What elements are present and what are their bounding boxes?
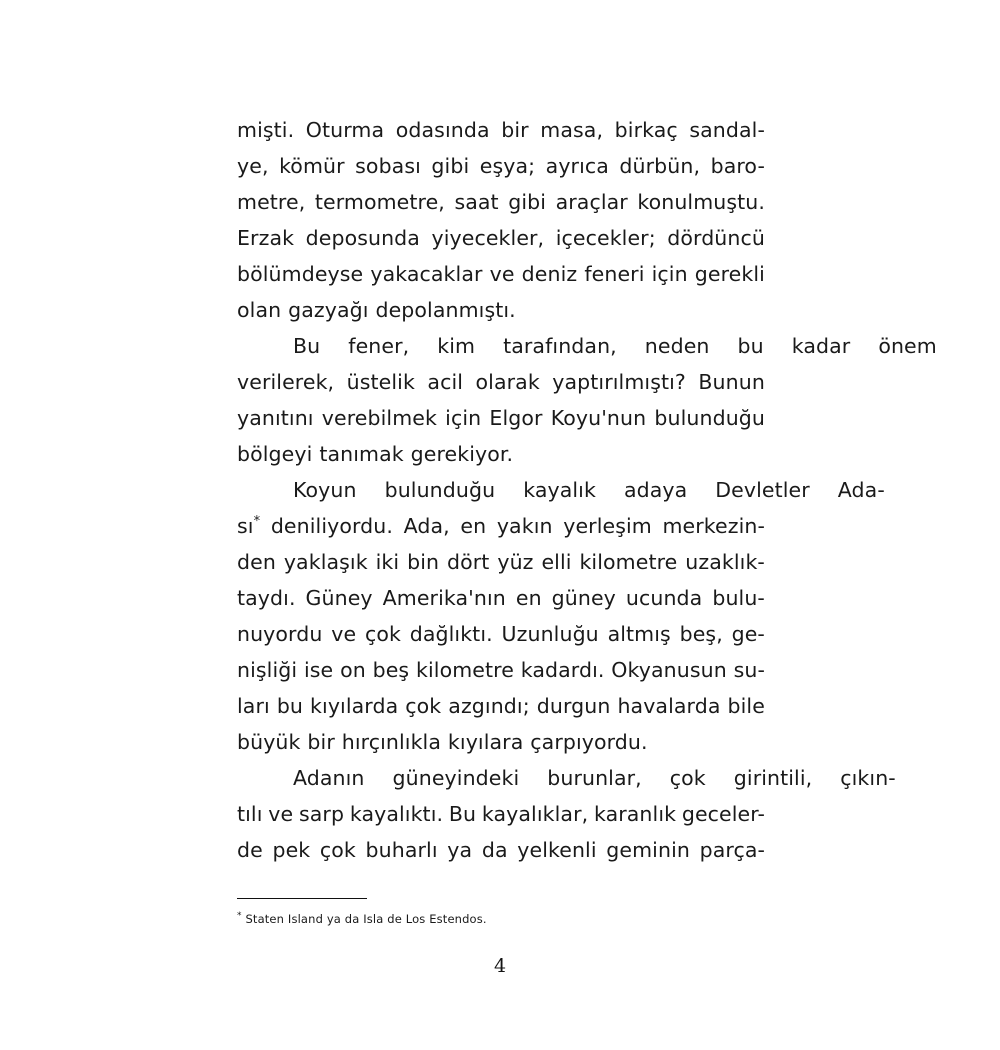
word: dürbün, bbox=[619, 154, 701, 178]
text-line bbox=[237, 688, 765, 724]
word: gibi bbox=[431, 154, 470, 178]
word: ve bbox=[489, 262, 515, 286]
word: yerleşim bbox=[563, 514, 652, 538]
paragraph-indent bbox=[237, 760, 265, 796]
word: Amerika'nın bbox=[382, 586, 506, 610]
word: birkaç bbox=[614, 118, 678, 142]
text-line bbox=[237, 616, 765, 652]
paragraph-island-description bbox=[237, 472, 885, 760]
word: on bbox=[340, 658, 366, 682]
word: beş bbox=[372, 658, 410, 682]
word: baro- bbox=[710, 154, 765, 178]
word: sı* bbox=[237, 514, 261, 538]
word: kayalıktı. bbox=[349, 802, 444, 826]
word: havalarda bbox=[617, 694, 721, 718]
word: araçlar bbox=[555, 190, 628, 214]
word: bir bbox=[501, 118, 529, 142]
text-line bbox=[237, 112, 765, 148]
word: merkezin- bbox=[662, 514, 765, 538]
text-line bbox=[237, 220, 765, 256]
word: kömür bbox=[279, 154, 345, 178]
word: Uzunluğu bbox=[501, 622, 599, 646]
word: yanıtını bbox=[237, 406, 314, 430]
word: bu bbox=[276, 694, 304, 718]
word: bin bbox=[407, 550, 440, 574]
text-line bbox=[237, 760, 896, 796]
word: masa, bbox=[540, 118, 604, 142]
word: geminin bbox=[606, 838, 690, 862]
word: altmış bbox=[607, 622, 671, 646]
word: Oturma bbox=[305, 118, 385, 142]
paragraph-indent bbox=[237, 328, 265, 364]
word: deposunda bbox=[305, 226, 420, 250]
word: metre, bbox=[237, 190, 306, 214]
word: saat bbox=[454, 190, 499, 214]
text-line bbox=[237, 472, 885, 508]
word: konulmuştu. bbox=[637, 190, 765, 214]
word: dört bbox=[447, 550, 490, 574]
word: ucunda bbox=[625, 586, 703, 610]
word: Bu bbox=[293, 334, 321, 358]
word: tılı bbox=[237, 802, 263, 826]
text-line bbox=[237, 184, 765, 220]
word: önem bbox=[878, 334, 937, 358]
word: feneri bbox=[584, 262, 645, 286]
word: iki bbox=[375, 550, 400, 574]
word: için bbox=[445, 406, 482, 430]
text-line: büyük bir hırçınlıkla kıyılara çarpıyordu. bbox=[237, 730, 648, 754]
word: yakacaklar bbox=[370, 262, 483, 286]
word: deniz bbox=[521, 262, 578, 286]
text-line bbox=[237, 328, 937, 364]
word: en bbox=[515, 586, 542, 610]
word: Okyanusun bbox=[611, 658, 727, 682]
word: dördüncü bbox=[667, 226, 765, 250]
word: çok bbox=[405, 694, 442, 718]
word: adaya bbox=[623, 478, 688, 502]
word: nişliği bbox=[237, 658, 298, 682]
word: elli bbox=[541, 550, 572, 574]
word: azgındı; bbox=[448, 694, 530, 718]
word: bulunduğu bbox=[654, 406, 765, 430]
word: Koyu'nun bbox=[550, 406, 647, 430]
word: Devletler bbox=[715, 478, 810, 502]
word: yelkenli bbox=[517, 838, 597, 862]
word: ye, bbox=[237, 154, 269, 178]
word: de bbox=[237, 838, 263, 862]
word: Bu bbox=[448, 802, 477, 826]
word: için bbox=[651, 262, 688, 286]
word: yiyecekler, bbox=[431, 226, 545, 250]
word: ve bbox=[331, 622, 357, 646]
word: ya bbox=[447, 838, 473, 862]
word: mişti. bbox=[237, 118, 295, 142]
word: neden bbox=[644, 334, 710, 358]
word: fener, bbox=[348, 334, 410, 358]
word: bile bbox=[727, 694, 765, 718]
word: acil bbox=[427, 370, 464, 394]
word: Güney bbox=[305, 586, 373, 610]
word: çok bbox=[364, 622, 401, 646]
word: durgun bbox=[536, 694, 611, 718]
word: deniliyordu. bbox=[270, 514, 393, 538]
word: güneyindeki bbox=[392, 766, 520, 790]
word: kayalık bbox=[523, 478, 596, 502]
word: termometre, bbox=[314, 190, 445, 214]
word: girintili, bbox=[733, 766, 813, 790]
word: ları bbox=[237, 694, 270, 718]
word: kadar bbox=[791, 334, 851, 358]
word: geceler- bbox=[681, 802, 765, 826]
word: uzaklık- bbox=[685, 550, 765, 574]
word: nuyordu bbox=[237, 622, 323, 646]
word: güney bbox=[551, 586, 616, 610]
word: kilometre bbox=[579, 550, 678, 574]
footnote-area bbox=[237, 898, 765, 927]
text-line bbox=[237, 256, 765, 292]
word: karanlık bbox=[593, 802, 677, 826]
word: kıyılarda bbox=[310, 694, 399, 718]
word: den bbox=[237, 550, 276, 574]
word: verilerek, bbox=[237, 370, 335, 394]
word: beş, bbox=[679, 622, 723, 646]
word: ve bbox=[268, 802, 294, 826]
footnote-marker: * bbox=[237, 911, 242, 922]
text-line bbox=[237, 832, 765, 868]
word: kim bbox=[437, 334, 476, 358]
word: Erzak bbox=[237, 226, 295, 250]
word: sandal- bbox=[689, 118, 765, 142]
text-line bbox=[237, 796, 765, 832]
word: çıkın- bbox=[840, 766, 896, 790]
word: gerekli bbox=[694, 262, 765, 286]
paragraph-continuation bbox=[237, 112, 765, 328]
paragraph-capes bbox=[237, 760, 896, 868]
text-line bbox=[237, 580, 765, 616]
footnote bbox=[237, 911, 765, 927]
word: gibi bbox=[508, 190, 547, 214]
word: yaklaşık bbox=[283, 550, 368, 574]
word: verebilmek bbox=[321, 406, 437, 430]
word: Ada, bbox=[403, 514, 450, 538]
word: sobası bbox=[355, 154, 421, 178]
word: bu bbox=[737, 334, 764, 358]
word: Bunun bbox=[698, 370, 765, 394]
paragraph-indent bbox=[237, 472, 265, 508]
word: Koyun bbox=[293, 478, 357, 502]
word: kilometre bbox=[416, 658, 514, 682]
word: dağlıktı. bbox=[409, 622, 493, 646]
footnote-label: Staten Island ya da Isla de Los Estendos. bbox=[245, 912, 487, 926]
word: taydı. bbox=[237, 586, 296, 610]
word: çok bbox=[669, 766, 706, 790]
word: bölümdeyse bbox=[237, 262, 364, 286]
word: Ada- bbox=[837, 478, 885, 502]
word: bulunduğu bbox=[384, 478, 496, 502]
word: ayrıca bbox=[545, 154, 609, 178]
word: burunlar, bbox=[547, 766, 642, 790]
text-line bbox=[237, 544, 765, 580]
text-line: olan gazyağı depolanmıştı. bbox=[237, 298, 516, 322]
word: yakın bbox=[496, 514, 553, 538]
word: tarafından, bbox=[503, 334, 617, 358]
text-line-with-footnote-ref bbox=[237, 508, 765, 544]
word: yaptırılmıştı? bbox=[552, 370, 686, 394]
word: buharlı bbox=[365, 838, 438, 862]
word: parça- bbox=[699, 838, 765, 862]
word: içecekler; bbox=[555, 226, 656, 250]
word: olarak bbox=[475, 370, 540, 394]
word: çok bbox=[319, 838, 356, 862]
word: kayalıklar, bbox=[481, 802, 589, 826]
word: kadardı. bbox=[520, 658, 605, 682]
word: üstelik bbox=[346, 370, 415, 394]
word: yüz bbox=[497, 550, 534, 574]
word: eşya; bbox=[479, 154, 536, 178]
word: pek bbox=[272, 838, 311, 862]
text-line bbox=[237, 652, 765, 688]
text-line bbox=[237, 148, 765, 184]
word: sarp bbox=[298, 802, 345, 826]
word: ise bbox=[303, 658, 334, 682]
word: ge- bbox=[731, 622, 765, 646]
page-text-block bbox=[237, 112, 937, 868]
text-line bbox=[237, 364, 765, 400]
word: su- bbox=[733, 658, 765, 682]
word: en bbox=[460, 514, 487, 538]
text-line bbox=[237, 400, 765, 436]
text-line: bölgeyi tanımak gerekiyor. bbox=[237, 442, 514, 466]
word: bulu- bbox=[712, 586, 765, 610]
word: Adanın bbox=[293, 766, 365, 790]
word: da bbox=[481, 838, 508, 862]
word: Elgor bbox=[489, 406, 543, 430]
footnote-reference: * bbox=[253, 514, 261, 530]
word: odasında bbox=[395, 118, 490, 142]
footnote-separator-rule bbox=[237, 898, 367, 899]
page-number: 4 bbox=[493, 955, 507, 977]
paragraph-lighthouse-question bbox=[237, 328, 937, 472]
